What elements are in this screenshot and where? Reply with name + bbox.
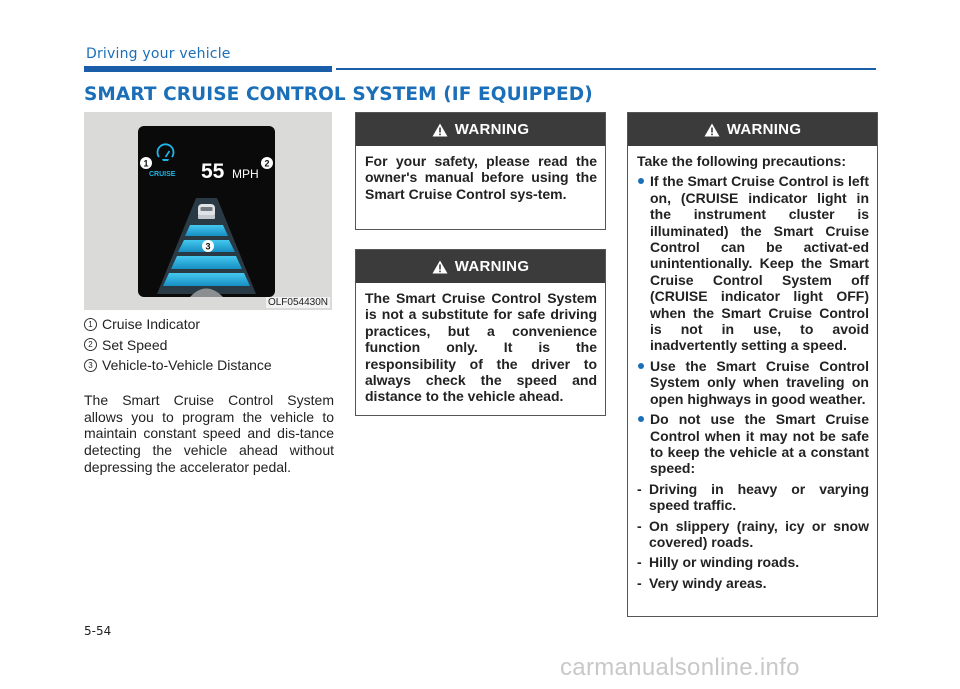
- callout-number: 2: [84, 338, 97, 351]
- callout-label: Vehicle-to-Vehicle Distance: [102, 357, 272, 374]
- instrument-cluster-figure: [84, 112, 332, 310]
- marker-1: [140, 157, 152, 169]
- callout-label: Set Speed: [102, 336, 168, 353]
- warning-body: [628, 146, 877, 597]
- warning-body: [356, 283, 605, 411]
- distance-bar-4: [163, 273, 250, 286]
- header-rule-thick: [84, 66, 332, 72]
- marker-2: [261, 157, 273, 169]
- svg-text:2: 2: [264, 158, 270, 169]
- warning-box-safety: [355, 112, 606, 230]
- warning-text: For your safety, please read the owner's manual before using the Smart Cruise Control sys-tem.: [365, 153, 597, 202]
- svg-text:1: 1: [143, 158, 149, 169]
- callout-number: 3: [84, 359, 97, 372]
- marker-3: [202, 240, 214, 252]
- warning-intro: Take the following precautions:: [637, 153, 846, 169]
- cruise-label: CRUISE: [149, 171, 176, 178]
- warning-header: [356, 250, 605, 283]
- warning-bullet: Do not use the Smart Cruise Control when it may not be safe to keep the vehicle at a constant speed:: [637, 411, 869, 477]
- section-label: Driving your vehicle: [86, 46, 231, 62]
- warning-box-not-substitute: [355, 249, 606, 416]
- distance-bar-3: [171, 256, 242, 269]
- intro-paragraph: The Smart Cruise Control System allows you to program the vehicle to maintain constant speed and dis-tance detecting the vehicle ahead without depressing the accelerator pedal.: [84, 392, 334, 475]
- callout-item: [84, 335, 334, 356]
- warning-text: The Smart Cruise Control System is not a substitute for safe driving practices, but a convenience function only. It is the responsibility of the driver to always check the speed and distance to the vehicle ahead.: [365, 290, 597, 405]
- warning-box-precautions: [627, 112, 878, 617]
- distance-bar-1: [185, 225, 228, 236]
- page-number: 5-54: [84, 624, 112, 638]
- svg-text:3: 3: [205, 241, 211, 252]
- warning-title: WARNING: [454, 258, 530, 275]
- callout-item: [84, 314, 334, 335]
- callout-list: [84, 314, 334, 376]
- warning-header: [356, 113, 605, 146]
- warning-title: WARNING: [726, 121, 802, 138]
- figure-code: OLF054430N: [267, 297, 328, 308]
- header-rule-thin: [336, 68, 876, 70]
- speed-unit: MPH: [232, 167, 259, 181]
- watermark: carmanualsonline.info: [560, 654, 800, 681]
- warning-triangle-icon: [704, 123, 720, 137]
- cluster-illustration: [138, 126, 275, 297]
- warning-body: [356, 146, 605, 208]
- set-speed-value: 55: [201, 160, 225, 183]
- cruise-indicator-icon: [158, 144, 174, 161]
- warning-bullet: Use the Smart Cruise Control System only when traveling on open highways in good weather.: [637, 358, 869, 407]
- warning-subitem: - Very windy areas.: [637, 574, 767, 591]
- warning-triangle-icon: [432, 260, 448, 274]
- callout-item: [84, 355, 334, 376]
- warning-bullet: If the Smart Cruise Control is left on, (CRUISE indicator light in the instrument cluster is illuminated) the Smart Cruise Control can be activat-ed unintentionally. Keep the Smart Cruise Control System off (CRUISE indicator light OFF) when the Smart Cruise Control is not in use, to avoid inadvertently setting a speed.: [637, 173, 869, 353]
- callout-number: 1: [84, 318, 97, 331]
- page-title: SMART CRUISE CONTROL SYSTEM (IF EQUIPPED): [84, 84, 593, 105]
- warning-header: [628, 113, 877, 146]
- cluster-display: [138, 126, 275, 297]
- warning-subitem: - Hilly or winding roads.: [637, 554, 800, 571]
- warning-title: WARNING: [454, 121, 530, 138]
- warning-subitem: - Driving in heavy or varying speed traffic.: [637, 480, 869, 514]
- warning-triangle-icon: [432, 123, 448, 137]
- lead-vehicle-icon: [198, 204, 215, 219]
- warning-subitem: - On slippery (rainy, icy or snow covered) roads.: [637, 517, 869, 550]
- callout-label: Cruise Indicator: [102, 316, 201, 333]
